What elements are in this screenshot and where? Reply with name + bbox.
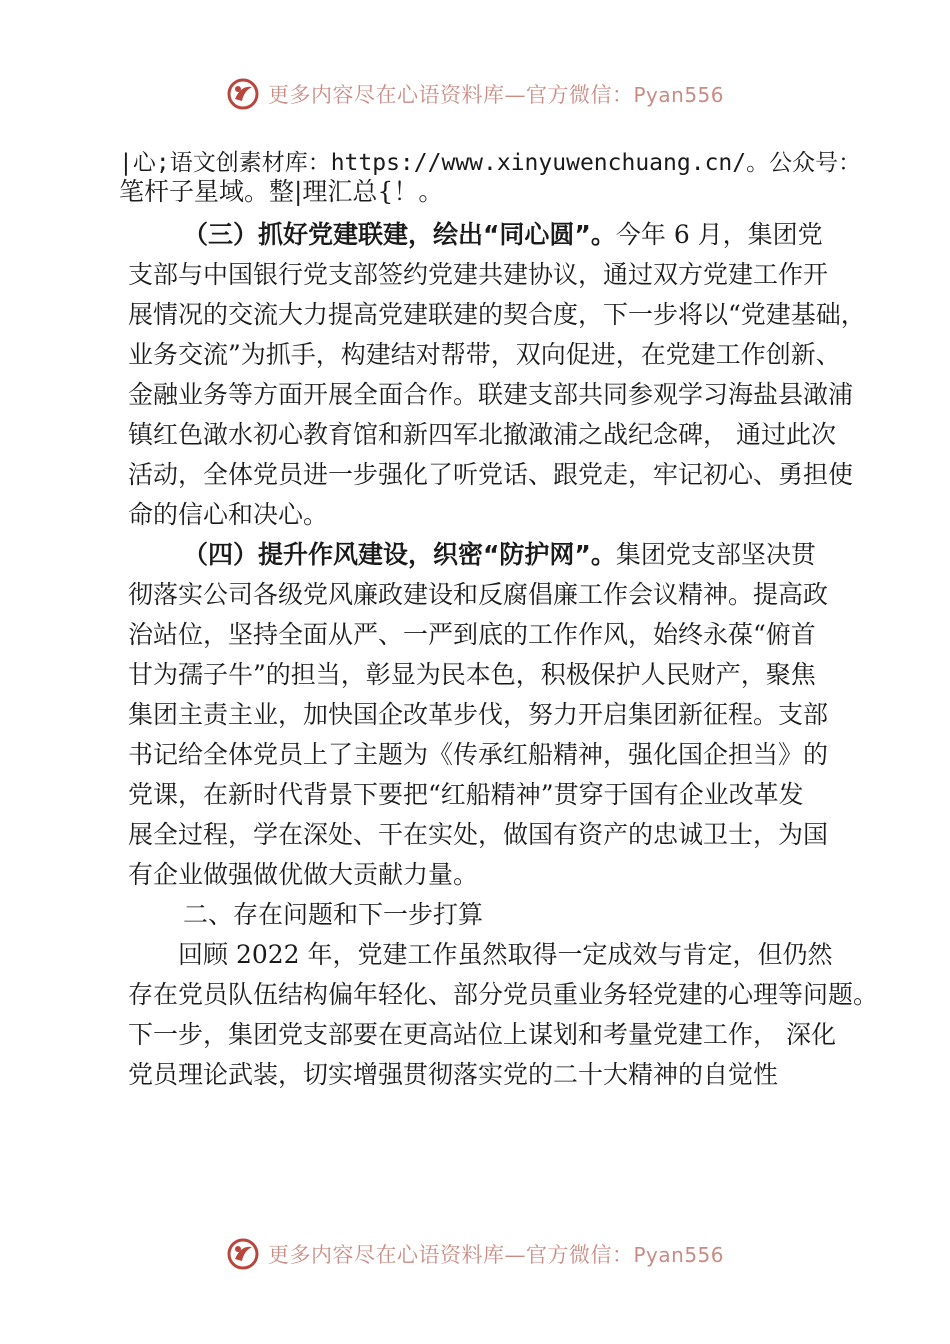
paragraph-line: 彻落实公司各级党风廉政建设和反腐倡廉工作会议精神。提高政	[128, 580, 829, 609]
paragraph-line: 回顾 2022 年，党建工作虽然取得一定成效与肯定，但仍然	[178, 940, 833, 969]
part2-heading: 二、存在问题和下一步打算	[183, 900, 484, 929]
paragraph-line: 活动，全体党员进一步强化了听党话、跟党走，牢记初心、勇担使	[128, 460, 854, 489]
paragraph-line: 党员理论武装，切实增强贯彻落实党的二十大精神的自觉性	[128, 1060, 779, 1089]
paragraph-line: 金融业务等方面开展全面合作。联建支部共同参观学习海盐县澉浦	[128, 380, 854, 409]
paragraph-line: 书记给全体党员上了主题为《传承红船精神，强化国企担当》的	[128, 740, 829, 769]
header-line: 笔杆子星域。整|理汇总{！。	[119, 177, 444, 206]
paragraph-line: 展情况的交流大力提高党建联建的契合度，下一步将以“党建基础，	[128, 300, 866, 329]
paragraph-line: 镇红色澉水初心教育馆和新四军北撤澉浦之战纪念碑， 通过此次	[128, 420, 836, 449]
paragraph-line: 下一步，集团党支部要在更高站位上谋划和考量党建工作， 深化	[128, 1020, 836, 1049]
watermark-text: 更多内容尽在心语资料库—官方微信：Pyan556	[267, 1243, 724, 1267]
paragraph-line: 集团主责主业，加快国企改革步伐，努力开启集团新征程。支部	[128, 700, 829, 729]
paragraph-line: 支部与中国银行党支部签约党建共建协议，通过双方党建工作开	[128, 260, 829, 289]
watermark-banner-top	[0, 74, 950, 114]
watermark-logo	[226, 77, 260, 111]
paragraph-line: 治站位，坚持全面从严、一严到底的工作作风，始终永葆“俯首	[128, 620, 816, 649]
paragraph-line: 命的信心和决心。	[128, 500, 329, 529]
paragraph-line: 党课，在新时代背景下要把“红船精神”贯穿于国有企业改革发	[128, 780, 804, 809]
paragraph-line: 业务交流”为抓手，构建结对帮带，双向促进，在党建工作创新、	[128, 340, 841, 369]
watermark-logo	[226, 1237, 260, 1271]
section4-first-line: （四）提升作风建设，织密“防护网”。集团党支部坚决贯	[183, 540, 816, 569]
watermark-text: 更多内容尽在心语资料库—官方微信：Pyan556	[267, 83, 724, 107]
header-line: |心;语文创素材库：https://www.xinyuwenchuang.cn/。公众号：	[119, 150, 862, 176]
paragraph-line: 甘为孺子牛”的担当，彰显为民本色，积极保护人民财产，聚焦	[128, 660, 816, 689]
section4-heading: （四）提升作风建设，织密“防护网”。	[183, 540, 616, 569]
section3-first-line: （三）抓好党建联建，绘出“同心圆”。今年 6 月，集团党	[183, 220, 823, 249]
paragraph-line: 有企业做强做优做大贡献力量。	[128, 860, 479, 889]
watermark-banner-bottom	[0, 1234, 950, 1274]
paragraph-line: 存在党员队伍结构偏年轻化、部分党员重业务轻党建的心理等问题。	[128, 980, 879, 1009]
paragraph-line: 展全过程，学在深处、干在实处，做国有资产的忠诚卫士，为国	[128, 820, 829, 849]
section3-heading: （三）抓好党建联建，绘出“同心圆”。	[183, 220, 616, 249]
